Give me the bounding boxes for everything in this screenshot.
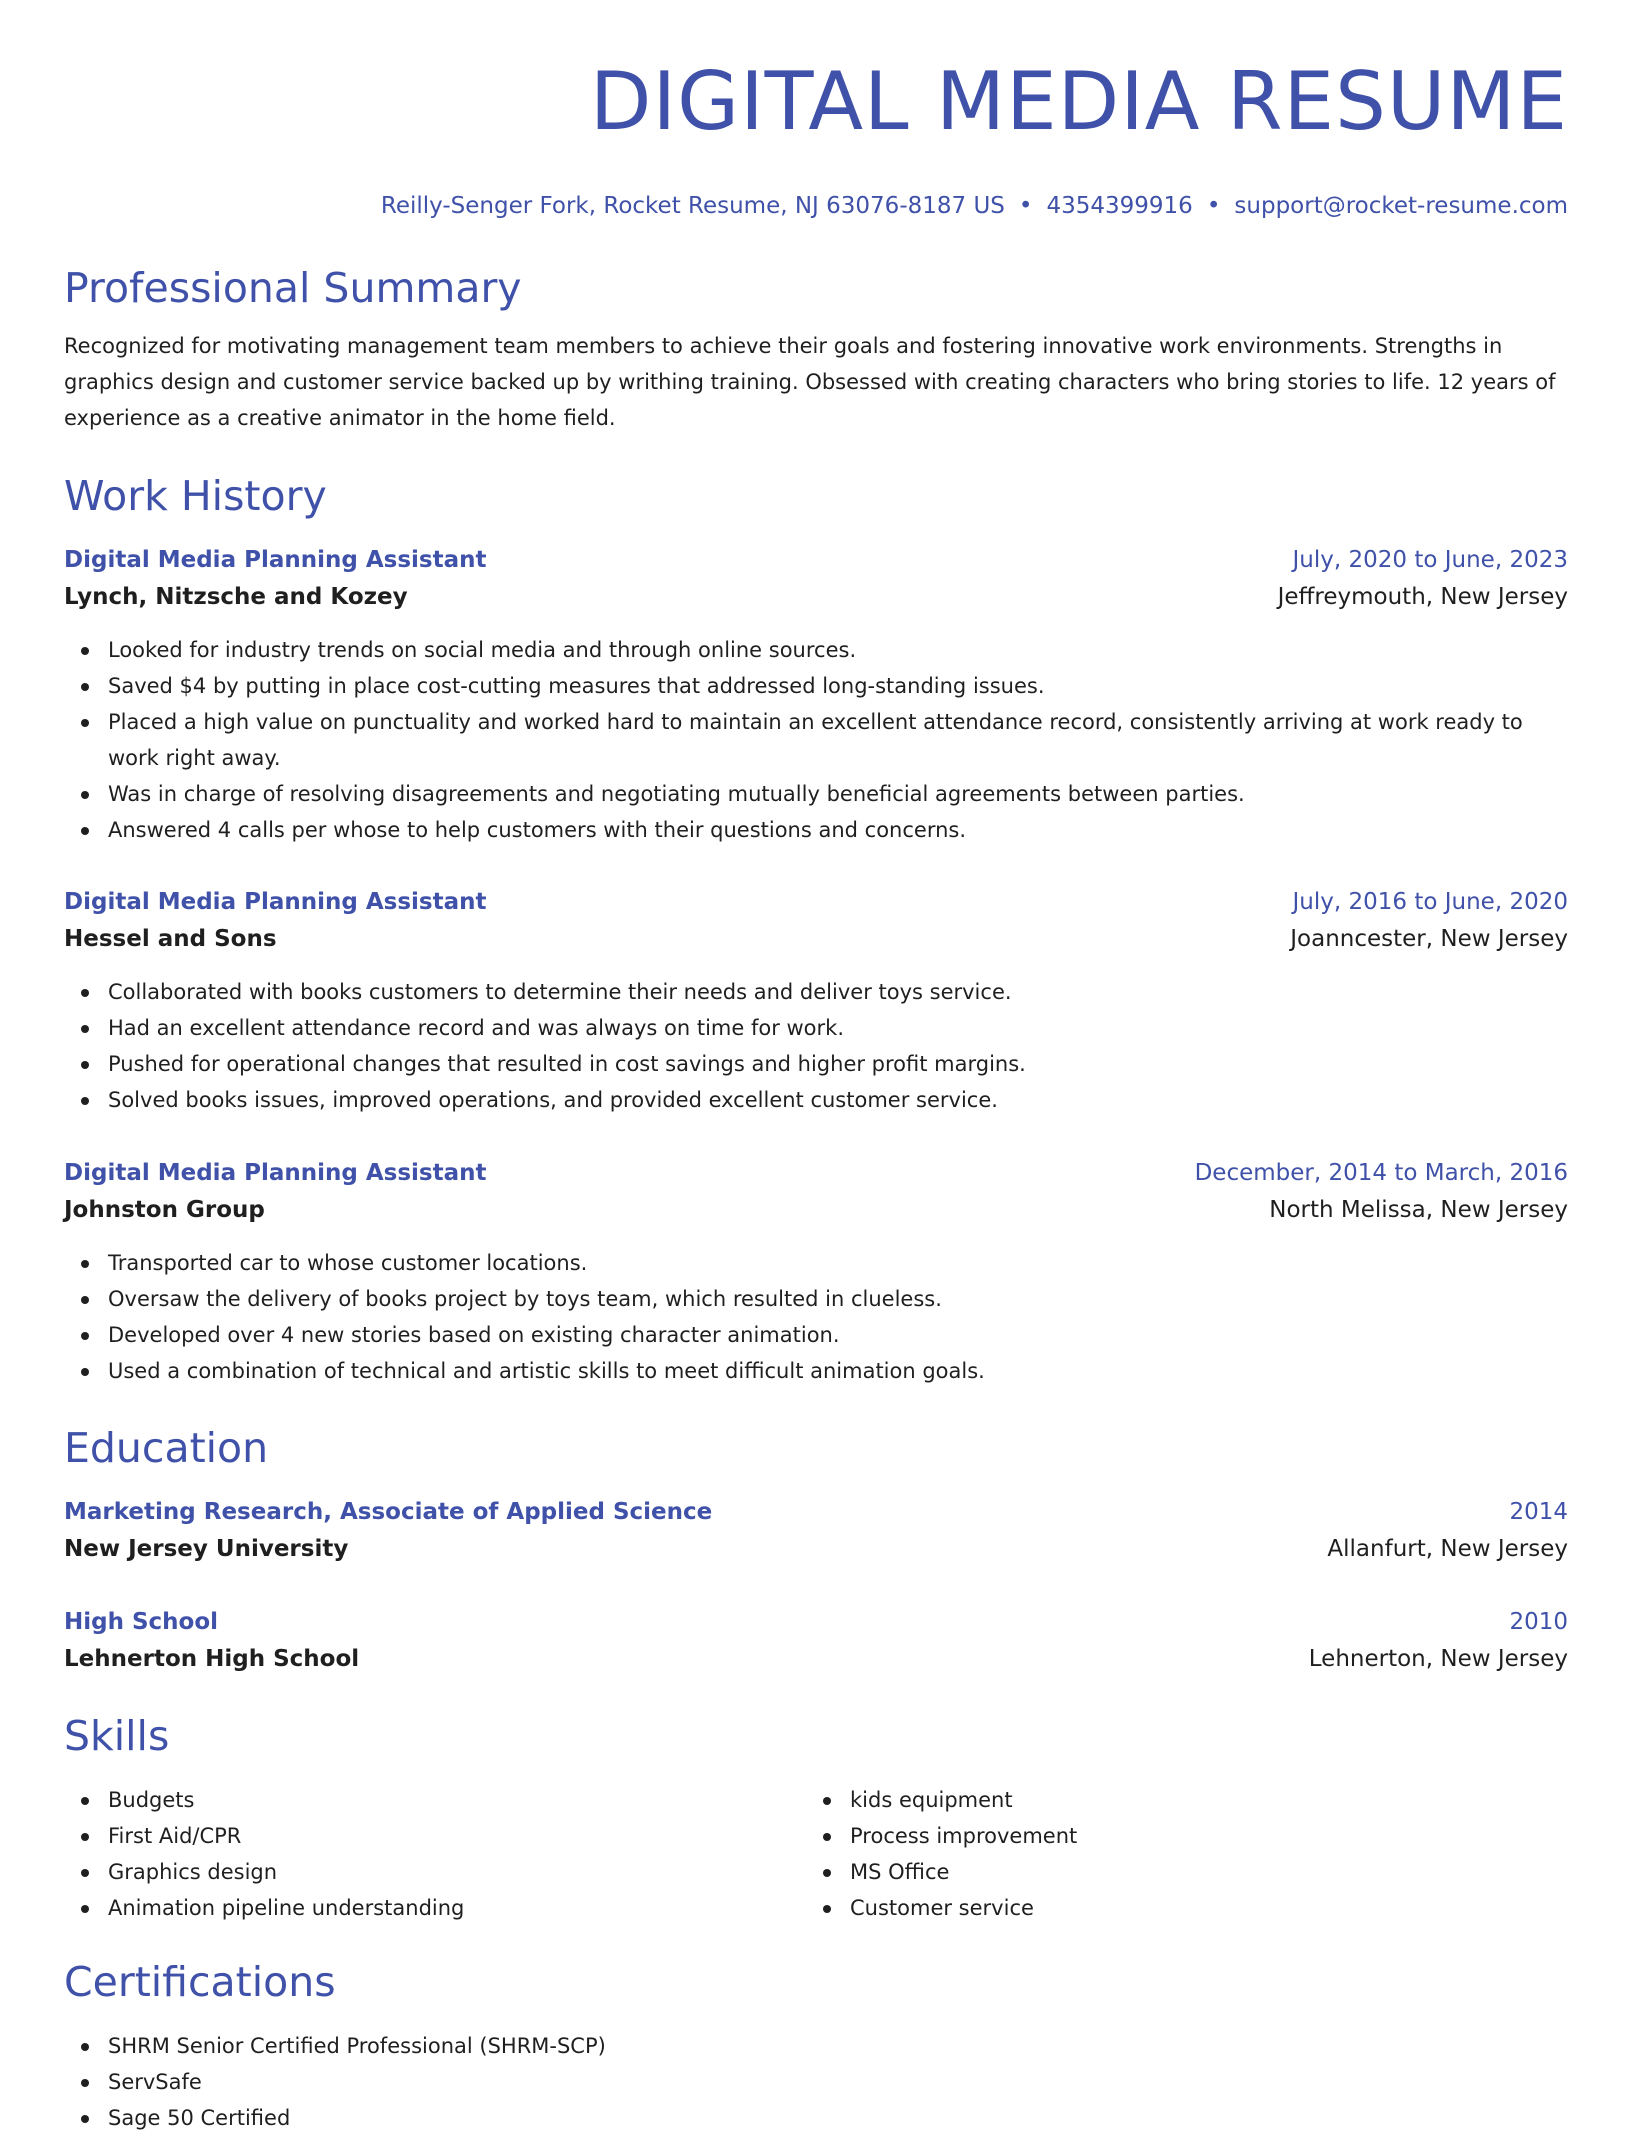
education-location: Allanfurt, New Jersey bbox=[1327, 1536, 1568, 1562]
job-title: Digital Media Planning Assistant bbox=[64, 1160, 487, 1186]
job-dates: December, 2014 to March, 2016 bbox=[1194, 1160, 1568, 1186]
certifications-heading: Certifications bbox=[64, 1958, 336, 2006]
job-bullets bbox=[64, 632, 1568, 848]
education-heading: Education bbox=[64, 1424, 269, 1472]
resume-page bbox=[64, 0, 1568, 2130]
resume-title: DIGITAL MEDIA RESUME bbox=[589, 55, 1568, 148]
job-bullets bbox=[64, 1245, 1568, 1389]
job-header-row bbox=[64, 884, 1568, 920]
contact-separator: • bbox=[1206, 193, 1221, 219]
skill-item: kids equipment bbox=[850, 1782, 1548, 1818]
skills-list bbox=[806, 1782, 1548, 1926]
job-bullet: Transported car to whose customer locations. bbox=[108, 1245, 1568, 1281]
education-header-row bbox=[64, 1604, 1568, 1640]
skills-section bbox=[64, 1710, 1568, 1762]
job-entry bbox=[64, 884, 1568, 1118]
skills-list bbox=[64, 1782, 806, 1926]
job-company-row bbox=[64, 920, 1568, 958]
job-company: Hessel and Sons bbox=[64, 926, 277, 952]
job-header-row bbox=[64, 1155, 1568, 1191]
summary-text: Recognized for motivating management team members to achieve their goals and fostering innovative work environments. Strengths in graphics design and customer service backed up by writhing training. Obsessed with creating characters who bring stories to life. 12 years of experience as a creative animator in the home field. bbox=[64, 334, 1556, 430]
skills-column-left bbox=[64, 1782, 806, 1926]
certifications-list bbox=[64, 2028, 1568, 2136]
job-dates: July, 2020 to June, 2023 bbox=[1292, 547, 1568, 573]
job-bullet: Pushed for operational changes that resulted in cost savings and higher profit margins. bbox=[108, 1046, 1568, 1082]
job-company: Johnston Group bbox=[64, 1197, 265, 1223]
education-year: 2010 bbox=[1509, 1609, 1568, 1635]
education-header-row bbox=[64, 1494, 1568, 1530]
skill-item: Animation pipeline understanding bbox=[108, 1890, 806, 1926]
skill-item: First Aid/CPR bbox=[108, 1818, 806, 1854]
job-header-row bbox=[64, 542, 1568, 578]
job-location: Joanncester, New Jersey bbox=[1290, 926, 1568, 952]
skills-grid bbox=[64, 1782, 1568, 1926]
job-company: Lynch, Nitzsche and Kozey bbox=[64, 584, 408, 610]
certification-item: ServSafe bbox=[108, 2064, 1568, 2100]
job-bullet: Collaborated with books customers to determine their needs and deliver toys service. bbox=[108, 974, 1568, 1010]
contact-line bbox=[64, 190, 1568, 222]
job-bullet: Had an excellent attendance record and was always on time for work. bbox=[108, 1010, 1568, 1046]
skill-item: Budgets bbox=[108, 1782, 806, 1818]
education-school: Lehnerton High School bbox=[64, 1646, 360, 1672]
certifications-list-wrap bbox=[64, 2028, 1568, 2136]
job-location: North Melissa, New Jersey bbox=[1269, 1197, 1568, 1223]
job-bullet: Used a combination of technical and artistic skills to meet difficult animation goals. bbox=[108, 1353, 1568, 1389]
education-degree: Marketing Research, Associate of Applied Science bbox=[64, 1499, 713, 1525]
summary-section bbox=[64, 262, 1568, 436]
education-section bbox=[64, 1422, 1568, 1474]
job-company-row bbox=[64, 1191, 1568, 1229]
job-title: Digital Media Planning Assistant bbox=[64, 889, 487, 915]
certification-item: SHRM Senior Certified Professional (SHRM-SCP) bbox=[108, 2028, 1568, 2064]
education-year: 2014 bbox=[1509, 1499, 1568, 1525]
job-location: Jeffreymouth, New Jersey bbox=[1277, 584, 1568, 610]
job-entry bbox=[64, 542, 1568, 848]
job-bullet: Solved books issues, improved operations, and provided excellent customer service. bbox=[108, 1082, 1568, 1118]
contact-phone: 4354399916 bbox=[1046, 193, 1193, 219]
contact-separator: • bbox=[1018, 193, 1033, 219]
contact-address: Reilly-Senger Fork, Rocket Resume, NJ 63076-8187 US bbox=[380, 193, 1005, 219]
certifications-section bbox=[64, 1956, 1568, 2008]
skill-item: MS Office bbox=[850, 1854, 1548, 1890]
job-entry bbox=[64, 1155, 1568, 1389]
job-bullet: Developed over 4 new stories based on existing character animation. bbox=[108, 1317, 1568, 1353]
education-entry bbox=[64, 1604, 1568, 1678]
skills-column-right bbox=[806, 1782, 1548, 1926]
summary-heading: Professional Summary bbox=[64, 264, 522, 312]
work-history-heading: Work History bbox=[64, 472, 327, 520]
skill-item: Process improvement bbox=[850, 1818, 1548, 1854]
job-bullet: Saved $4 by putting in place cost-cutting measures that addressed long-standing issues. bbox=[108, 668, 1568, 704]
job-bullet: Answered 4 calls per whose to help customers with their questions and concerns. bbox=[108, 812, 1568, 848]
education-entry bbox=[64, 1494, 1568, 1568]
job-dates: July, 2016 to June, 2020 bbox=[1292, 889, 1568, 915]
job-title: Digital Media Planning Assistant bbox=[64, 547, 487, 573]
skills-heading: Skills bbox=[64, 1712, 170, 1760]
education-location: Lehnerton, New Jersey bbox=[1308, 1646, 1568, 1672]
contact-email[interactable]: support@rocket-resume.com bbox=[1234, 193, 1568, 219]
education-degree: High School bbox=[64, 1609, 219, 1635]
job-bullet: Placed a high value on punctuality and worked hard to maintain an excellent attendance record, consistently arriving at work ready to work right away. bbox=[108, 704, 1568, 776]
education-school-row bbox=[64, 1530, 1568, 1568]
job-bullets bbox=[64, 974, 1568, 1118]
skill-item: Graphics design bbox=[108, 1854, 806, 1890]
work-history-section bbox=[64, 470, 1568, 522]
education-school: New Jersey University bbox=[64, 1536, 349, 1562]
certification-item: Sage 50 Certified bbox=[108, 2100, 1568, 2136]
education-school-row bbox=[64, 1640, 1568, 1678]
job-bullet: Oversaw the delivery of books project by toys team, which resulted in clueless. bbox=[108, 1281, 1568, 1317]
skill-item: Customer service bbox=[850, 1890, 1548, 1926]
job-bullet: Looked for industry trends on social media and through online sources. bbox=[108, 632, 1568, 668]
job-bullet: Was in charge of resolving disagreements and negotiating mutually beneficial agreements between parties. bbox=[108, 776, 1568, 812]
job-company-row bbox=[64, 578, 1568, 616]
